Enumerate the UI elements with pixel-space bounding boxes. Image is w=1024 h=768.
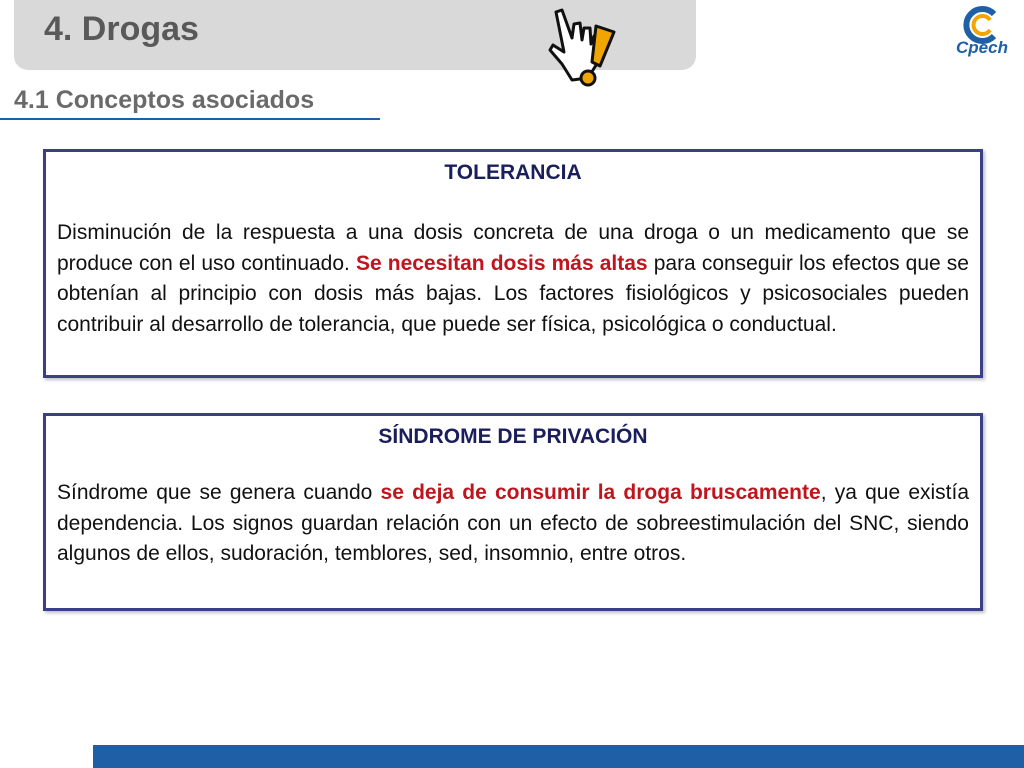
privacion-highlight: se deja de consumir la droga bruscamente [380,481,821,504]
tolerancia-text-part2: para conseguir los efectos que se obtenían al principio con dosis más bajas. Los factores fisiológicos y psicosociales pueden contribuir al desarrollo de tolerancia, que puede ser física, psicológica o conductual. [57,251,969,336]
page-title: 4. Drogas [44,10,199,48]
section-subtitle: 4.1 Conceptos asociados [14,86,315,114]
hand-pointer-exclamation-icon [538,4,620,92]
privacion-text-part1: Síndrome que se genera cuando [57,481,381,504]
tolerancia-text [57,218,969,340]
tolerancia-title: TOLERANCIA [444,161,582,184]
tolerancia-highlight: Se necesitan dosis más altas [355,251,648,275]
privacion-text-part2: , ya que existía dependencia. Los signos guardan relación con un efecto de sobreestimulación del SNC, siendo algunos de ellos, sudoración, temblores, sed, insomnio, entre otros. [57,481,970,565]
logo-text: Cpech [956,38,1008,57]
subtitle-underline [0,118,380,120]
tolerancia-text-part1: Disminución de la respuesta a una dosis concreta de una droga o un medicamento que se produce con el uso continuado. [57,221,969,275]
privacion-title: SÍNDROME DE PRIVACIÓN [378,425,648,448]
footer-bar [93,745,1024,768]
tolerancia-box [43,149,983,378]
cpech-logo [950,6,1014,64]
privacion-box [43,413,983,611]
privacion-text [57,478,969,570]
